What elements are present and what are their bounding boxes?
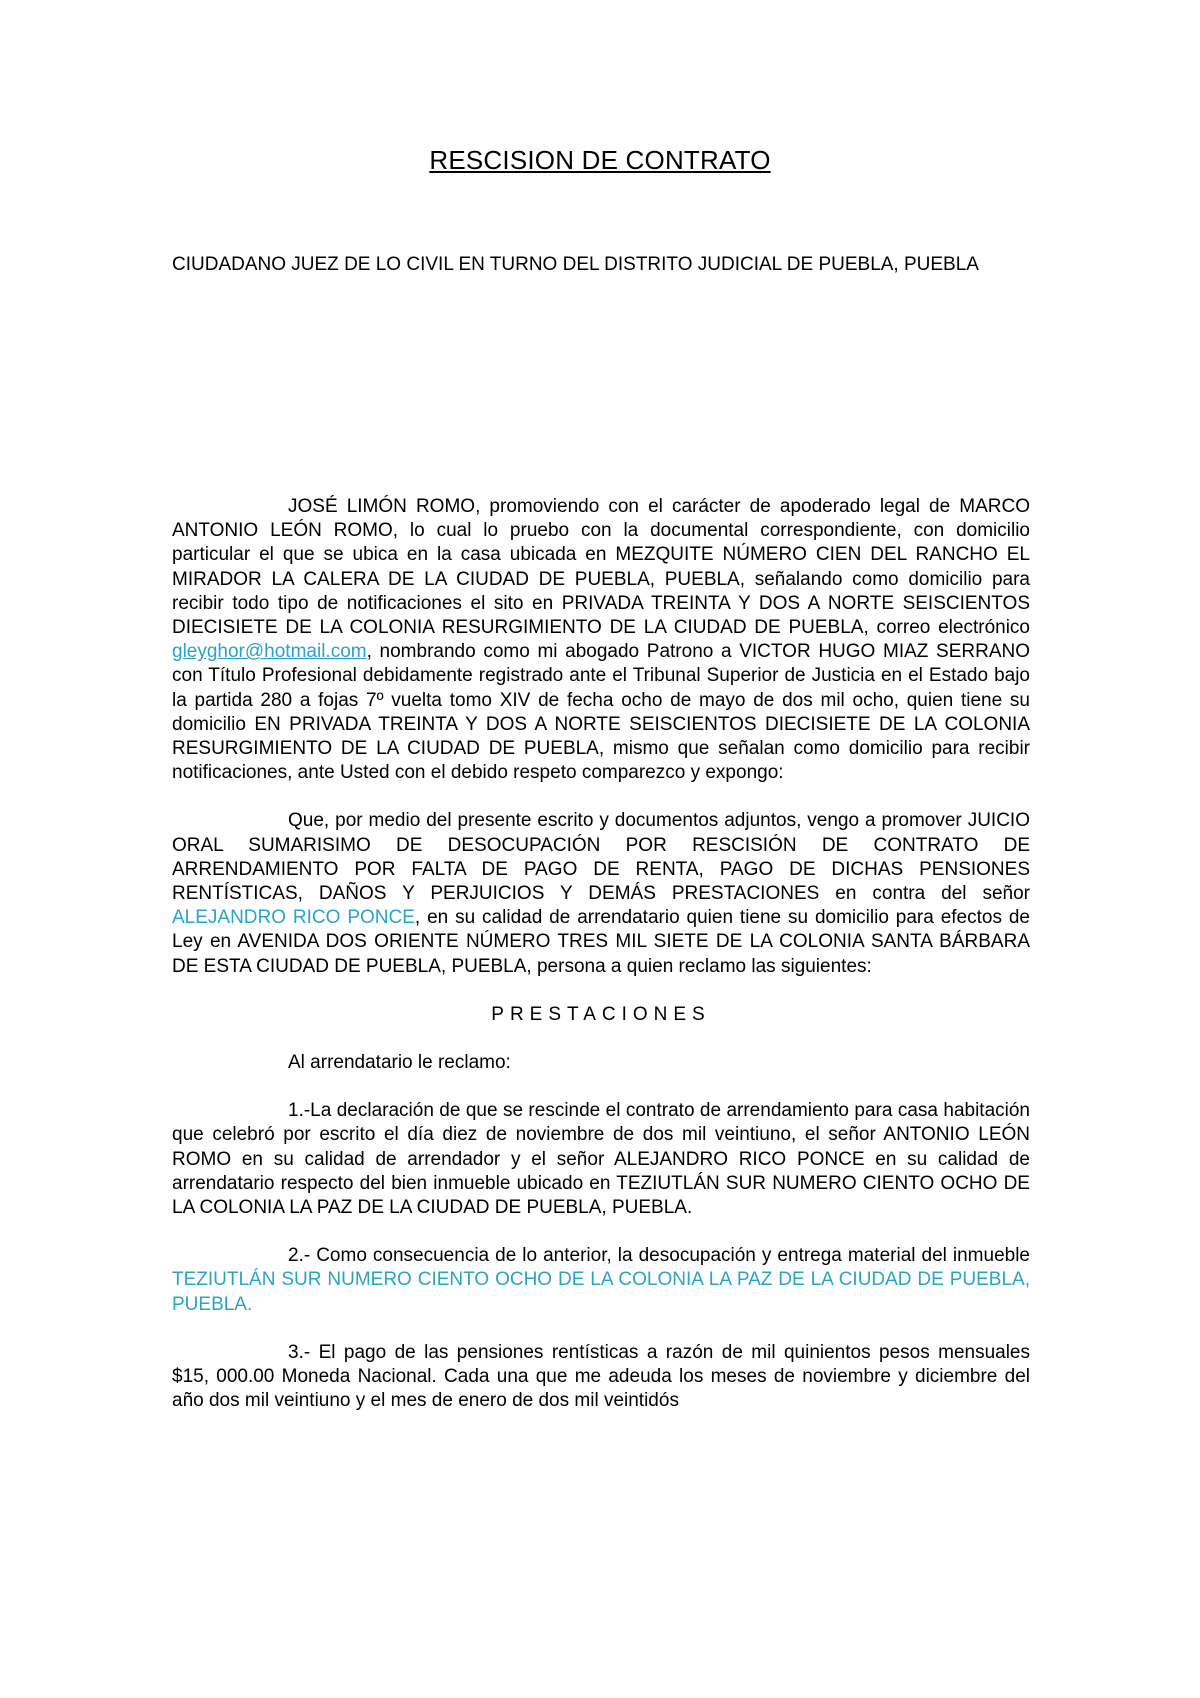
section-heading-prestaciones: PRESTACIONES	[491, 1003, 711, 1025]
property-address: TEZIUTLÁN SUR NUMERO CIENTO OCHO DE LA COLONIA LA PAZ DE LA CIUDAD DE PUEBLA, PUEBLA.	[172, 1269, 1030, 1315]
paragraph-text: , nombrando como mi abogado Patrono a VICTOR HUGO MIAZ SERRANO con Título Profesional debidamente registrado ante el Tribunal Superior de Justicia en el Estado bajo la partida 280 a fojas 7º vuelta tomo XIV de fecha ocho de mayo de dos mil ocho, quien tiene su domicilio EN PRIVADA TREINTA Y DOS A NORTE SEISCIENTOS DIECISIETE DE LA COLONIA RESURGIMIENTO DE LA CIUDAD DE PUEBLA, mismo que señalan como domicilio para recibir notificaciones, ante Usted con el debido respeto comparezco y expongo:	[172, 641, 1030, 784]
claims-intro: Al arrendatario le reclamo:	[288, 1052, 511, 1074]
claim-item-1: 1.-La declaración de que se rescinde el contrato de arrendamiento para casa habitación que celebró por escrito el día diez de noviembre de dos mil veintiuno, el señor ANTONIO LEÓN ROMO en su calidad de arrendador y el señor ALEJANDRO RICO PONCE en su calidad de arrendatario respecto del bien inmueble ubicado en TEZIUTLÁN SUR NUMERO CIENTO OCHO DE LA COLONIA LA PAZ DE LA CIUDAD DE PUEBLA, PUEBLA.	[172, 1100, 1030, 1219]
paragraph-text: JOSÉ LIMÓN ROMO, promoviendo con el carácter de apoderado legal de MARCO ANTONIO LEÓN ROMO, lo cual lo pruebo con la documental correspondiente, con domicilio particular el que se ubica en la casa ubicada en MEZQUITE NÚMERO CIEN DEL RANCHO EL MIRADOR LA CALERA DE LA CIUDAD DE PUEBLA, PUEBLA, señalando como domicilio para recibir todo tipo de notificaciones el sito en PRIVADA TREINTA Y DOS A NORTE SEISCIENTOS DIECISIETE DE LA COLONIA RESURGIMIENTO DE LA CIUDAD DE PUEBLA, correo electrónico	[172, 496, 1030, 639]
document-body	[172, 495, 1030, 1414]
paragraph-claim	[172, 809, 1030, 978]
paragraph-text: 2.- Como consecuencia de lo anterior, la desocupación y entrega material del inmueble	[288, 1245, 1030, 1267]
paragraph-text: Que, por medio del presente escrito y documentos adjuntos, vengo a promover JUICIO ORAL SUMARISIMO DE DESOCUPACIÓN POR RESCISIÓN DE CONTRATO DE ARRENDAMIENTO POR FALTA DE PAGO DE RENTA, PAGO DE DICHAS PENSIONES RENTÍSTICAS, DAÑOS Y PERJUICIOS Y DEMÁS PRESTACIONES en contra del señor	[172, 810, 1030, 905]
email-link[interactable]: gleyghor@hotmail.com	[172, 641, 367, 663]
claim-item-2	[172, 1244, 1030, 1317]
addressee: CIUDADANO JUEZ DE LO CIVIL EN TURNO DEL DISTRITO JUDICIAL DE PUEBLA, PUEBLA	[172, 254, 979, 275]
paragraph-text: , en su calidad de arrendatario quien tiene su domicilio para efectos de Ley en AVENIDA DOS ORIENTE NÚMERO TRES MIL SIETE DE LA COLONIA SANTA BÁRBARA DE ESTA CIUDAD DE PUEBLA, PUEBLA, persona a quien reclamo las siguientes:	[172, 907, 1030, 977]
document-title: RESCISION DE CONTRATO	[429, 145, 771, 175]
claim-item-3: 3.- El pago de las pensiones rentísticas a razón de mil quinientos pesos mensuales $15, 000.00 Moneda Nacional. Cada una que me adeuda los meses de noviembre y diciembre del año dos mil veintiuno y el mes de enero de dos mil veintidós	[172, 1341, 1030, 1412]
paragraph-appearance	[172, 495, 1030, 785]
defendant-name: ALEJANDRO RICO PONCE	[172, 907, 415, 929]
